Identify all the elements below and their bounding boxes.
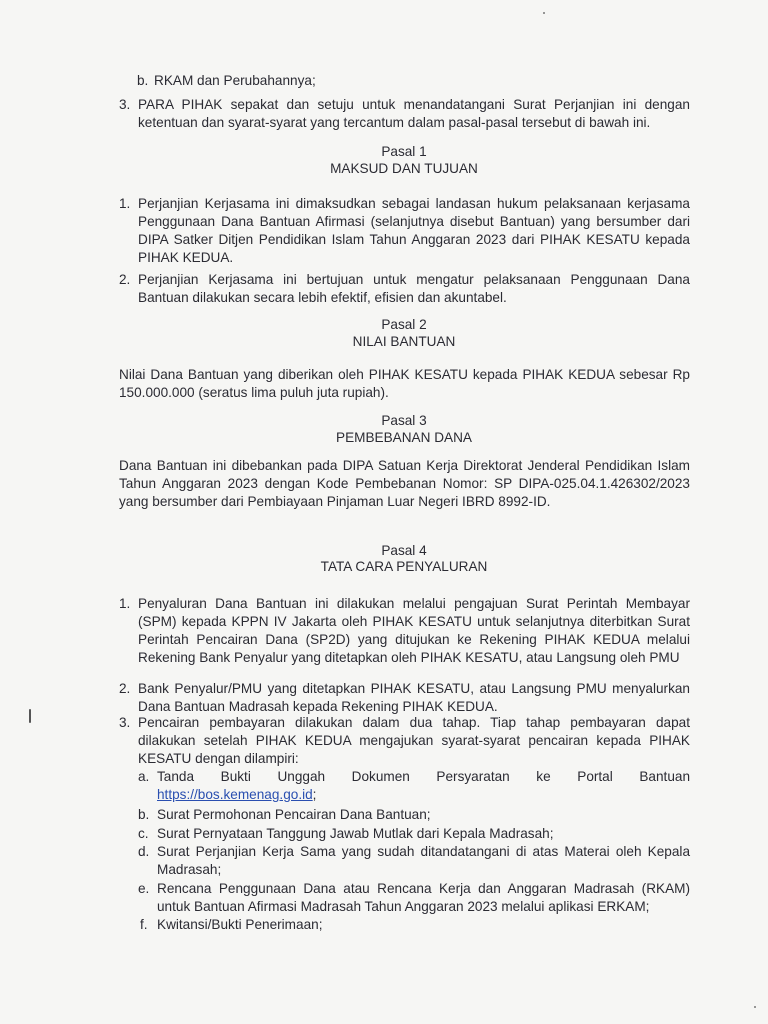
scan-speck [543,12,545,14]
article-number: Pasal 2 [381,317,427,332]
list-marker: 1. [119,196,131,211]
sub-list-text-main: Tanda Bukti Unggah Dokumen Persyaratan ke Portal Bantuan [157,769,690,784]
list-marker: 3. [119,97,131,112]
article-title: TATA CARA PENYALURAN [320,559,488,574]
list-marker: 1. [119,596,131,611]
list-marker: 3. [119,715,131,730]
sub-list-item [138,825,690,843]
article-title: NILAI BANTUAN [352,334,456,349]
sub-list-marker: c. [138,826,149,841]
sub-list-link-line [157,786,690,804]
list-text: Perjanjian Kerjasama ini bertujuan untuk mengatur pelaksanaan Penggunaan Dana Bantuan dilakukan secara lebih efektif, efisien dan akuntabel. [138,272,690,305]
list-text: Perjanjian Kerjasama ini dimaksudkan sebagai landasan hukum pelaksanaan kerjasama Penggunaan Dana Bantuan Afirmasi (selanjutnya disebut Bantuan) yang bersumber dari DIPA Satker Ditjen Pendidikan Islam Tahun Anggaran 2023 dari PIHAK KESATU kepada PIHAK KEDUA. [138,196,690,265]
sub-list-marker: b. [138,807,150,822]
article-number: Pasal 4 [381,543,427,558]
article-paragraph: Nilai Dana Bantuan yang diberikan oleh PIHAK KESATU kepada PIHAK KEDUA sebesar Rp 150.000.000 (seratus lima puluh juta rupiah). [119,367,690,400]
sub-list-item [138,768,690,804]
list-item [137,72,697,90]
list-item [119,595,690,675]
list-text: Bank Penyalur/PMU yang ditetapkan PIHAK KESATU, atau Langsung PMU menyalurkan Dana Bantuan Madrasah kepada Rekening PIHAK KEDUA. [138,681,690,714]
scan-speck [754,1006,756,1008]
portal-link[interactable]: https://bos.kemenag.go.id [157,787,313,802]
link-punctuation: ; [312,787,317,802]
sub-list-text: Surat Permohonan Pencairan Dana Bantuan; [157,807,431,822]
sub-list-item [138,843,690,879]
article-number: Pasal 3 [381,413,427,428]
list-item [119,195,690,269]
sub-list-text: Surat Pernyataan Tanggung Jawab Mutlak dari Kepala Madrasah; [157,826,554,841]
list-marker: b. [137,73,149,88]
sub-list-text: Kwitansi/Bukti Penerimaan; [157,917,323,932]
sub-list-item [140,916,690,934]
list-text: PARA PIHAK sepakat dan setuju untuk menandatangani Surat Perjanjian ini dengan ketentuan dan syarat-syarat yang tercantum dalam pasal-pasal tersebut di bawah ini. [138,97,690,130]
list-item [119,680,690,716]
sub-list-item [138,806,690,824]
list-marker: 2. [119,272,131,287]
sub-list-item [138,880,690,916]
list-text: RKAM dan Perubahannya; [154,73,316,88]
list-text: Penyaluran Dana Bantuan ini dilakukan melalui pengajuan Surat Perintah Membayar (SPM) kepada KPPN IV Jakarta oleh PIHAK KESATU untuk selanjutnya diterbitkan Surat Perintah Pencairan Dana (SP2D) yang ditujukan ke Rekening PIHAK KEDUA melalui Rekening Bank Penyalur yang ditetapkan oleh PIHAK KESATU, atau Langsung oleh PMU [138,596,690,665]
list-marker: 2. [119,681,131,696]
sub-list-text: Surat Perjanjian Kerja Sama yang sudah ditandatangani di atas Materai oleh Kepala Madrasah; [157,844,690,877]
article-paragraph: Dana Bantuan ini dibebankan pada DIPA Satuan Kerja Direktorat Jenderal Pendidikan Islam Tahun Anggaran 2023 dengan Kode Pembebanan Nomor: SP DIPA-025.04.1.426302/2023 yang bersumber dari Pembiayaan Pinjaman Luar Negeri IBRD 8992-ID. [119,458,690,509]
sub-list-marker: e. [138,881,150,896]
article-title: PEMBEBANAN DANA [336,430,472,445]
article-number: Pasal 1 [381,144,427,159]
scan-speck [29,709,31,723]
article-title: MAKSUD DAN TUJUAN [330,161,478,176]
list-item [119,271,690,309]
sub-list-text [157,768,690,786]
list-item [119,96,690,136]
list-item [119,714,690,770]
sub-list-text: Rencana Penggunaan Dana atau Rencana Kerja dan Anggaran Madrasah (RKAM) untuk Bantuan Afirmasi Madrasah Tahun Anggaran 2023 melalui aplikasi ERKAM; [157,881,690,914]
sub-list-marker: a. [138,769,150,784]
sub-list-marker: f. [140,917,148,932]
list-text: Pencairan pembayaran dilakukan dalam dua tahap. Tiap tahap pembayaran dapat dilakukan setelah PIHAK KEDUA mengajukan syarat-syarat pencairan kepada PIHAK KESATU dengan dilampiri: [138,715,690,766]
sub-list-marker: d. [138,844,150,859]
